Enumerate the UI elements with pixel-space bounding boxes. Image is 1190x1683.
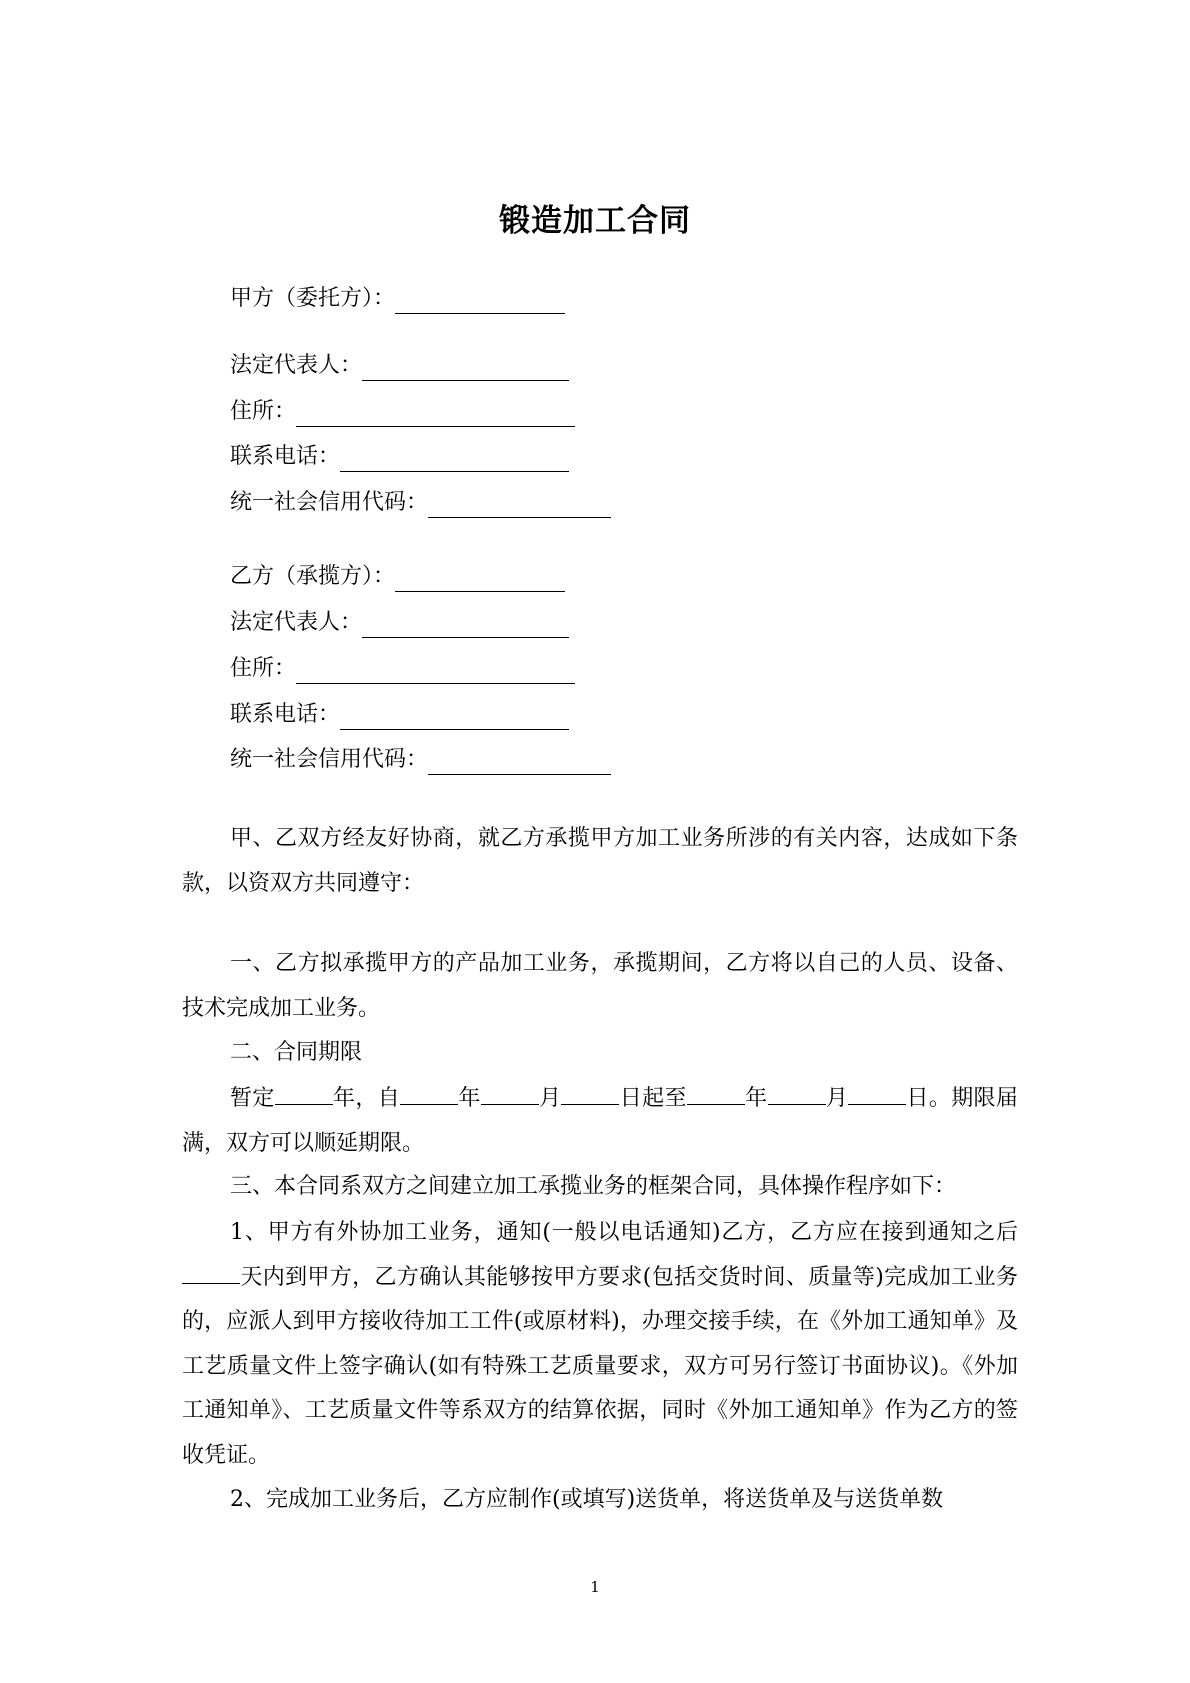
party-b-name-blank[interactable] bbox=[395, 567, 565, 592]
party-a-credit-blank[interactable] bbox=[428, 493, 611, 518]
clause-2-text-7: 月 bbox=[825, 1086, 849, 1111]
party-b-phone-label: 联系电话： bbox=[230, 702, 341, 727]
party-b-phone-field bbox=[230, 700, 569, 730]
party-a-name-field bbox=[230, 284, 565, 314]
party-a-rep-blank[interactable] bbox=[362, 356, 569, 381]
party-b-address-label: 住所： bbox=[230, 656, 297, 681]
page-number: 1 bbox=[590, 1578, 600, 1596]
start-year-blank[interactable] bbox=[400, 1082, 458, 1105]
party-a-address-blank[interactable] bbox=[296, 402, 575, 427]
party-a-rep-label: 法定代表人： bbox=[230, 353, 363, 378]
party-b-rep-label: 法定代表人： bbox=[230, 610, 363, 635]
clause-2-heading: 二、合同期限 bbox=[230, 1040, 363, 1065]
party-b-credit-blank[interactable] bbox=[428, 750, 611, 775]
party-a-name-label: 甲方（委托方）： bbox=[230, 286, 396, 311]
document-title: 锻造加工合同 bbox=[499, 203, 691, 239]
clause-2-text-4: 月 bbox=[538, 1086, 562, 1111]
party-a-credit-field bbox=[230, 488, 611, 518]
term-years-blank[interactable] bbox=[275, 1082, 333, 1105]
party-a-credit-label: 统一社会信用代码： bbox=[230, 490, 429, 515]
clause-2-paragraph bbox=[182, 1077, 1018, 1166]
clause-1-paragraph: 一、乙方拟承揽甲方的产品加工业务，承揽期间，乙方将以自己的人员、设备、技术完成加工业务。 bbox=[182, 951, 1018, 1021]
party-b-address-field bbox=[230, 654, 575, 684]
party-b-name-label: 乙方（承揽方）： bbox=[230, 564, 396, 589]
end-year-blank[interactable] bbox=[687, 1082, 745, 1105]
start-day-blank[interactable] bbox=[561, 1082, 619, 1105]
clause-2-text-2: 年，自 bbox=[332, 1086, 401, 1111]
clause-3-heading: 三、本合同系双方之间建立加工承揽业务的框架合同，具体操作程序如下： bbox=[230, 1174, 957, 1199]
party-a-phone-label: 联系电话： bbox=[230, 444, 341, 469]
clause-3-item-1 bbox=[182, 1211, 1018, 1478]
party-b-address-blank[interactable] bbox=[296, 659, 575, 684]
clause-2-text-5: 日起至 bbox=[619, 1086, 687, 1111]
clause-2-text-8: 日。期限届满，双方可以顺延期限。 bbox=[182, 1086, 1018, 1156]
end-month-blank[interactable] bbox=[768, 1082, 826, 1105]
party-b-rep-field bbox=[230, 608, 569, 638]
party-a-address-label: 住所： bbox=[230, 399, 297, 424]
clause-2-text-1: 暂定 bbox=[230, 1086, 275, 1111]
party-a-phone-blank[interactable] bbox=[340, 447, 569, 472]
clause-3-item-2: 2、完成加工业务后，乙方应制作(或填写)送货单，将送货单及与送货单数 bbox=[230, 1487, 944, 1512]
party-b-rep-blank[interactable] bbox=[362, 613, 569, 638]
party-b-name-field bbox=[230, 562, 565, 592]
end-day-blank[interactable] bbox=[848, 1082, 906, 1105]
clause-3-item-1-text-b: 天内到甲方，乙方确认其能够按甲方要求(包括交货时间、质量等)完成加工业务的，应派人到甲方接收待加工工件(或原材料)，办理交接手续，在《外加工通知单》及工艺质量文件上签字确认(如有特殊工艺质量要求，双方可另行签订书面协议)。《外加工通知单》、工艺质量文件等系双方的结算依据，同时《外加工通知单》作为乙方的签收凭证。 bbox=[182, 1264, 1018, 1468]
party-b-credit-field bbox=[230, 745, 611, 775]
party-a-phone-field bbox=[230, 442, 569, 472]
clause-2-text-6: 年 bbox=[744, 1086, 768, 1111]
party-b-credit-label: 统一社会信用代码： bbox=[230, 747, 429, 772]
party-a-address-field bbox=[230, 397, 575, 427]
party-b-phone-blank[interactable] bbox=[340, 705, 569, 730]
intro-paragraph: 甲、乙双方经友好协商，就乙方承揽甲方加工业务所涉的有关内容，达成如下条款，以资双方共同遵守： bbox=[182, 826, 1018, 896]
party-a-rep-field bbox=[230, 351, 569, 381]
clause-2-text-3: 年 bbox=[458, 1086, 481, 1111]
clause-3-item-1-text-a: 1、甲方有外协加工业务，通知(一般以电话通知)乙方，乙方应在接到通知之后 bbox=[230, 1220, 1018, 1245]
days-blank[interactable] bbox=[182, 1261, 240, 1284]
party-a-name-blank[interactable] bbox=[395, 289, 565, 314]
start-month-blank[interactable] bbox=[481, 1082, 539, 1105]
